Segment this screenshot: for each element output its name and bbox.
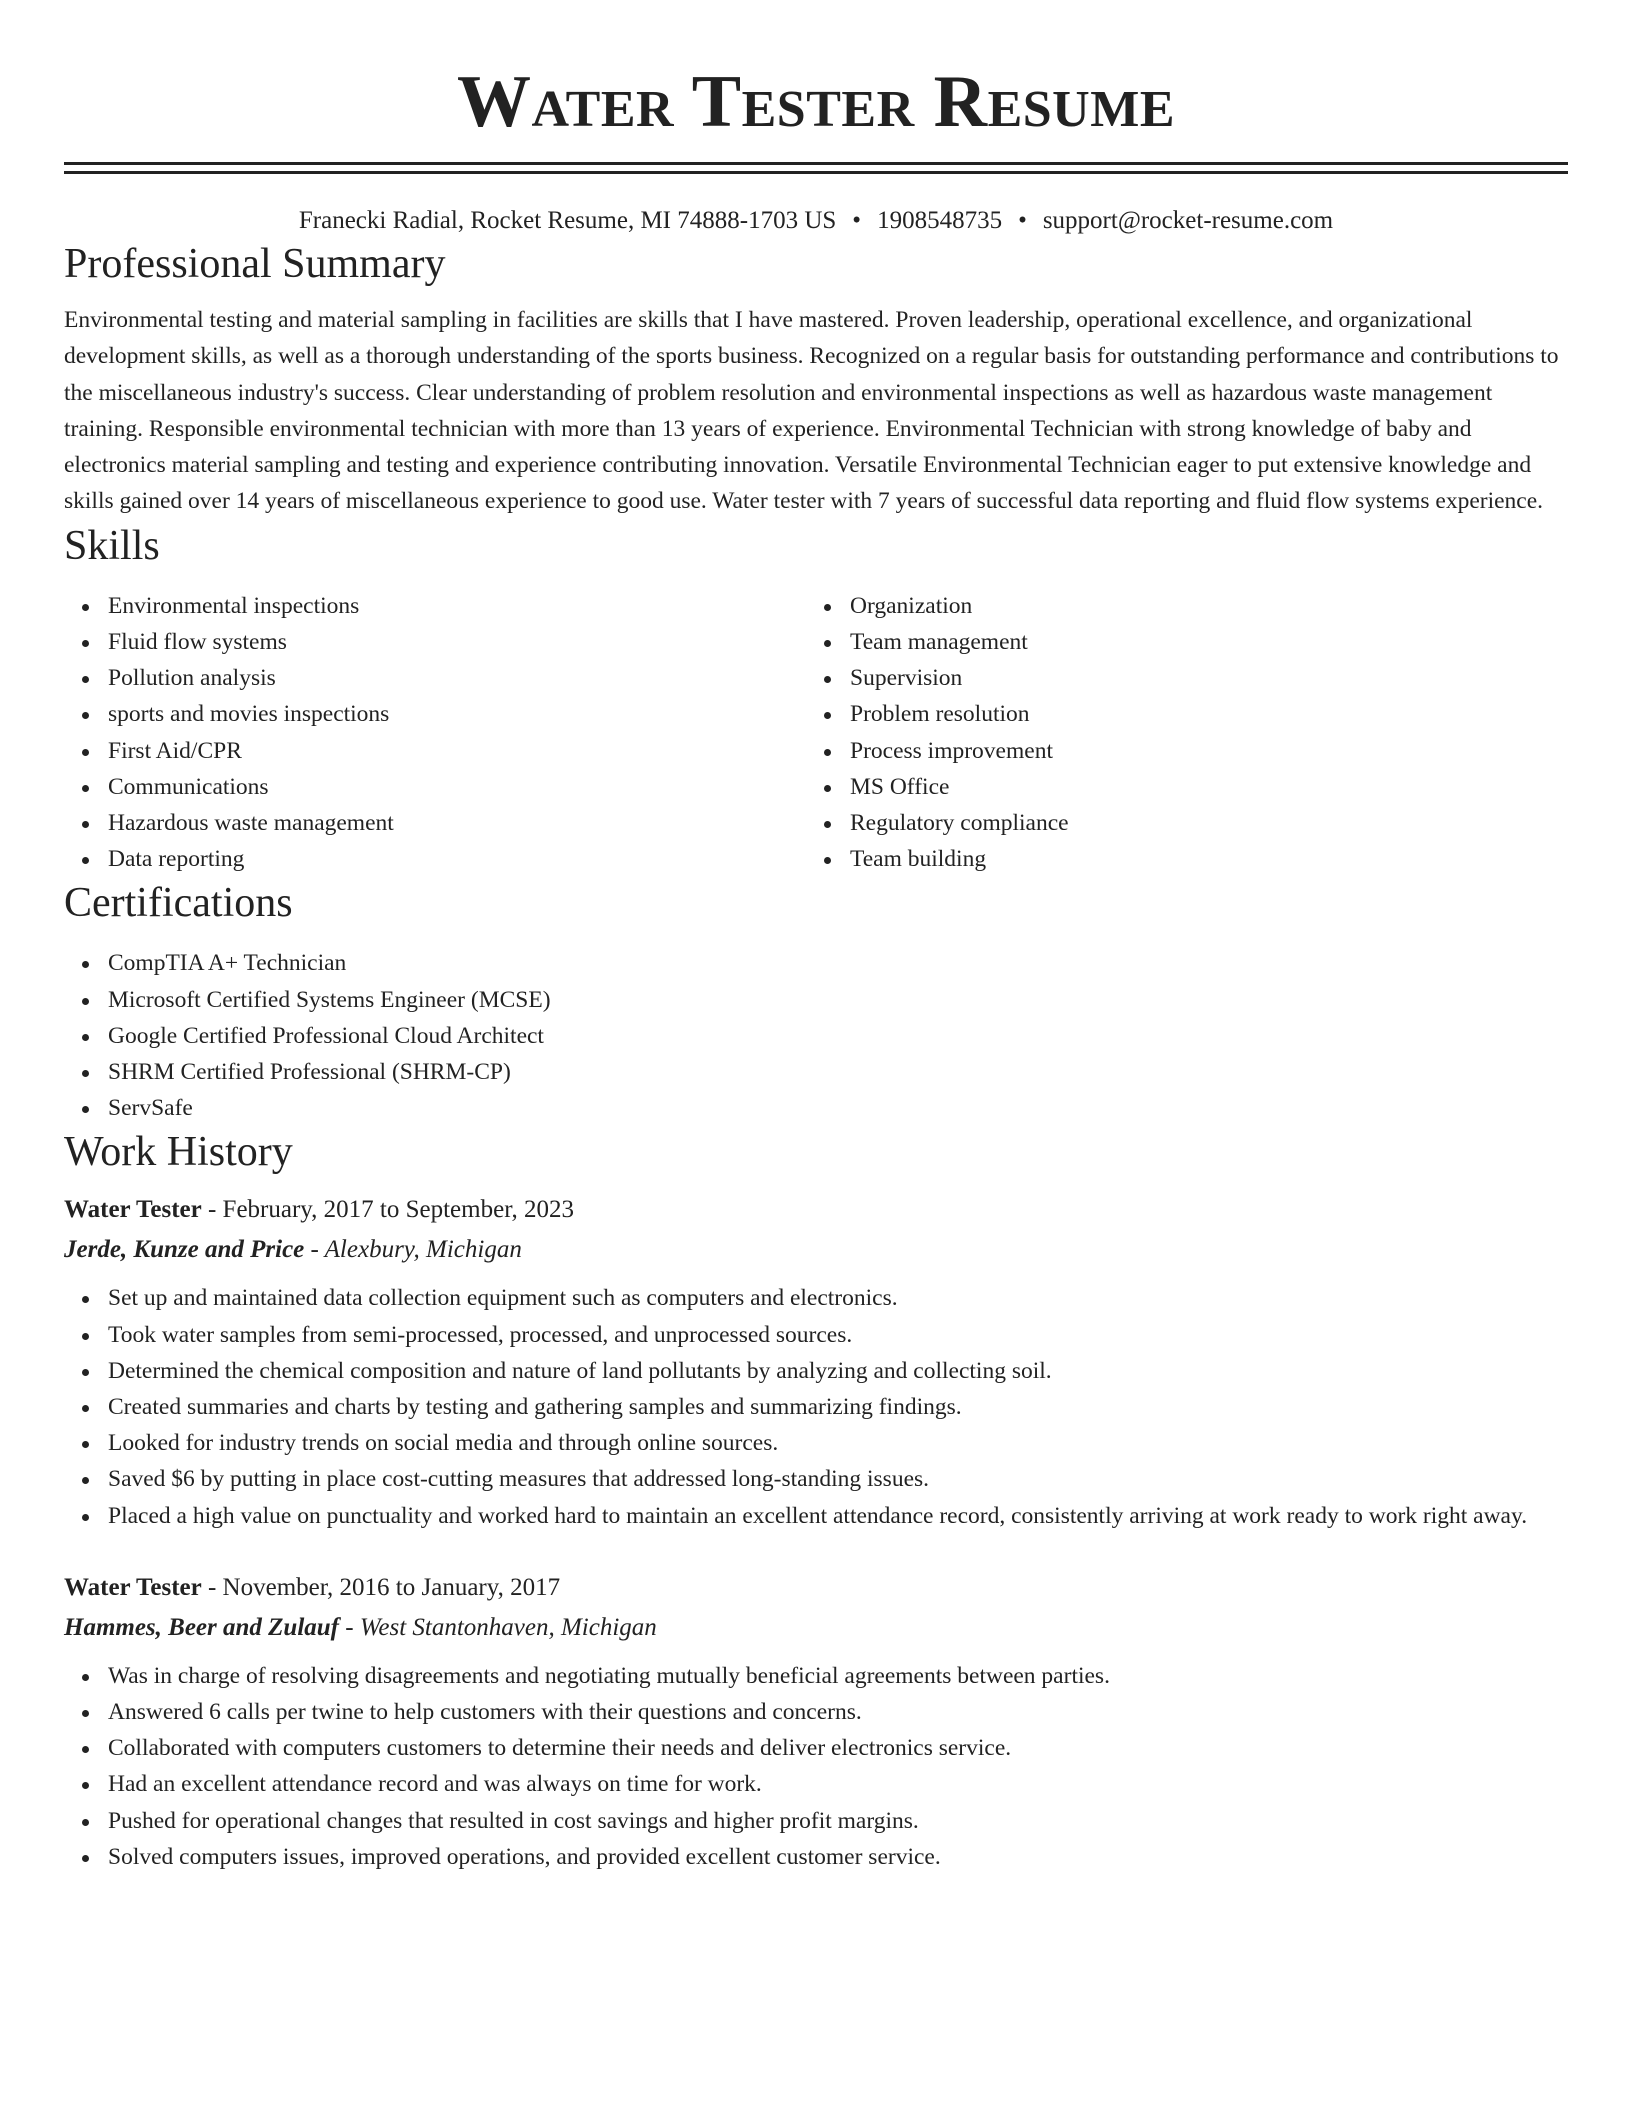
job-title: Water Tester (64, 1196, 202, 1224)
job-duty: Set up and maintained data collection equipment such as computers and electronics. (108, 1280, 1568, 1316)
skill-item: Communications (108, 769, 806, 805)
job-company-line (64, 1608, 1568, 1648)
certification-item: ServSafe (108, 1090, 1568, 1126)
contact-email: support@rocket-resume.com (1042, 207, 1334, 234)
job-duty: Determined the chemical composition and nature of land pollutants by analyzing and collecting soil. (108, 1353, 1568, 1389)
summary-heading: Professional Summary (64, 241, 446, 287)
job-entry (64, 1190, 1568, 1533)
job-dates: - February, 2017 to September, 2023 (201, 1196, 575, 1224)
job-duties-list (64, 1280, 1568, 1533)
skills-column-left (64, 588, 806, 878)
certifications-heading: Certifications (64, 880, 293, 927)
certification-item: Google Certified Professional Cloud Architect (108, 1018, 1568, 1054)
skill-item: MS Office (850, 769, 1548, 805)
skill-item: Hazardous waste management (108, 805, 806, 841)
job-dates: - November, 2016 to January, 2017 (201, 1573, 561, 1601)
skill-item: sports and movies inspections (108, 696, 806, 732)
job-duty: Solved computers issues, improved operations, and provided excellent customer service. (108, 1839, 1568, 1875)
job-company: Jerde, Kunze and Price (64, 1236, 305, 1264)
skills-list-right (806, 588, 1548, 878)
skills-columns (64, 588, 1568, 878)
job-title: Water Tester (64, 1573, 202, 1601)
job-duty: Had an excellent attendance record and was always on time for work. (108, 1766, 1568, 1802)
contact-separator: • (852, 207, 862, 234)
job-title-line (64, 1568, 1568, 1608)
skill-item: Regulatory compliance (850, 805, 1548, 841)
summary-text: Environmental testing and material sampling in facilities are skills that I have mastered. Proven leadership, operational excellence, and organizational development skills, as well as a thorough understanding of the sports business. Recognized on a regular basis for outstanding performance and contributions to the miscellaneous industry's success. Clear understanding of problem resolution and environmental inspections as well as hazardous waste management training. Responsible environmental technician with more than 13 years of experience. Environmental Technician with strong knowledge of baby and electronics material sampling and testing and experience contributing innovation. Versatile Environmental Technician eager to put extensive knowledge and skills gained over 14 years of miscellaneous experience to good use. Water tester with 7 years of successful data reporting and fluid flow systems experience. (64, 307, 1559, 515)
job-company-line (64, 1230, 1568, 1270)
title-double-rule (64, 162, 1568, 174)
skill-item: First Aid/CPR (108, 733, 806, 769)
certification-item: CompTIA A+ Technician (108, 945, 1568, 981)
job-duties-list (64, 1658, 1568, 1875)
skills-list-left (64, 588, 806, 878)
skill-item: Process improvement (850, 733, 1548, 769)
job-title-line (64, 1190, 1568, 1230)
certification-item: Microsoft Certified Systems Engineer (MCSE) (108, 982, 1568, 1018)
job-entry (64, 1568, 1568, 1875)
certifications-list (64, 945, 1568, 1126)
skill-item: Environmental inspections (108, 588, 806, 624)
job-duty: Was in charge of resolving disagreements and negotiating mutually beneficial agreements between parties. (108, 1658, 1568, 1694)
contact-phone: 1908548735 (877, 207, 1003, 234)
resume-title: Water Tester Resume (456, 61, 1176, 143)
skills-column-right (806, 588, 1548, 878)
job-duty: Pushed for operational changes that resulted in cost savings and higher profit margins. (108, 1803, 1568, 1839)
contact-separator: • (1018, 207, 1027, 234)
contact-address: Franecki Radial, Rocket Resume, MI 74888-1703 US (298, 207, 837, 234)
skill-item: Fluid flow systems (108, 624, 806, 660)
certification-item: SHRM Certified Professional (SHRM-CP) (108, 1054, 1568, 1090)
skill-item: Problem resolution (850, 696, 1548, 732)
job-company: Hammes, Beer and Zulauf (64, 1613, 340, 1641)
job-duty: Answered 6 calls per twine to help customers with their questions and concerns. (108, 1694, 1568, 1730)
job-duty: Created summaries and charts by testing and gathering samples and summarizing findings. (108, 1389, 1568, 1425)
job-location: - Alexbury, Michigan (304, 1236, 522, 1264)
job-duty: Saved $6 by putting in place cost-cutting measures that addressed long-standing issues. (108, 1461, 1568, 1497)
skill-item: Supervision (850, 660, 1548, 696)
job-duty: Took water samples from semi-processed, processed, and unprocessed sources. (108, 1317, 1568, 1353)
skill-item: Team building (850, 841, 1548, 877)
job-duty: Placed a high value on punctuality and worked hard to maintain an excellent attendance record, consistently arriving at work ready to work right away. (108, 1498, 1568, 1534)
skill-item: Data reporting (108, 841, 806, 877)
skill-item: Organization (850, 588, 1548, 624)
contact-line (64, 204, 1568, 238)
job-location: - West Stantonhaven, Michigan (339, 1613, 657, 1641)
work-history-heading: Work History (64, 1129, 293, 1176)
job-duty: Looked for industry trends on social media and through online sources. (108, 1425, 1568, 1461)
skills-heading: Skills (64, 522, 160, 569)
job-duty: Collaborated with computers customers to determine their needs and deliver electronics service. (108, 1730, 1568, 1766)
skill-item: Team management (850, 624, 1548, 660)
skill-item: Pollution analysis (108, 660, 806, 696)
